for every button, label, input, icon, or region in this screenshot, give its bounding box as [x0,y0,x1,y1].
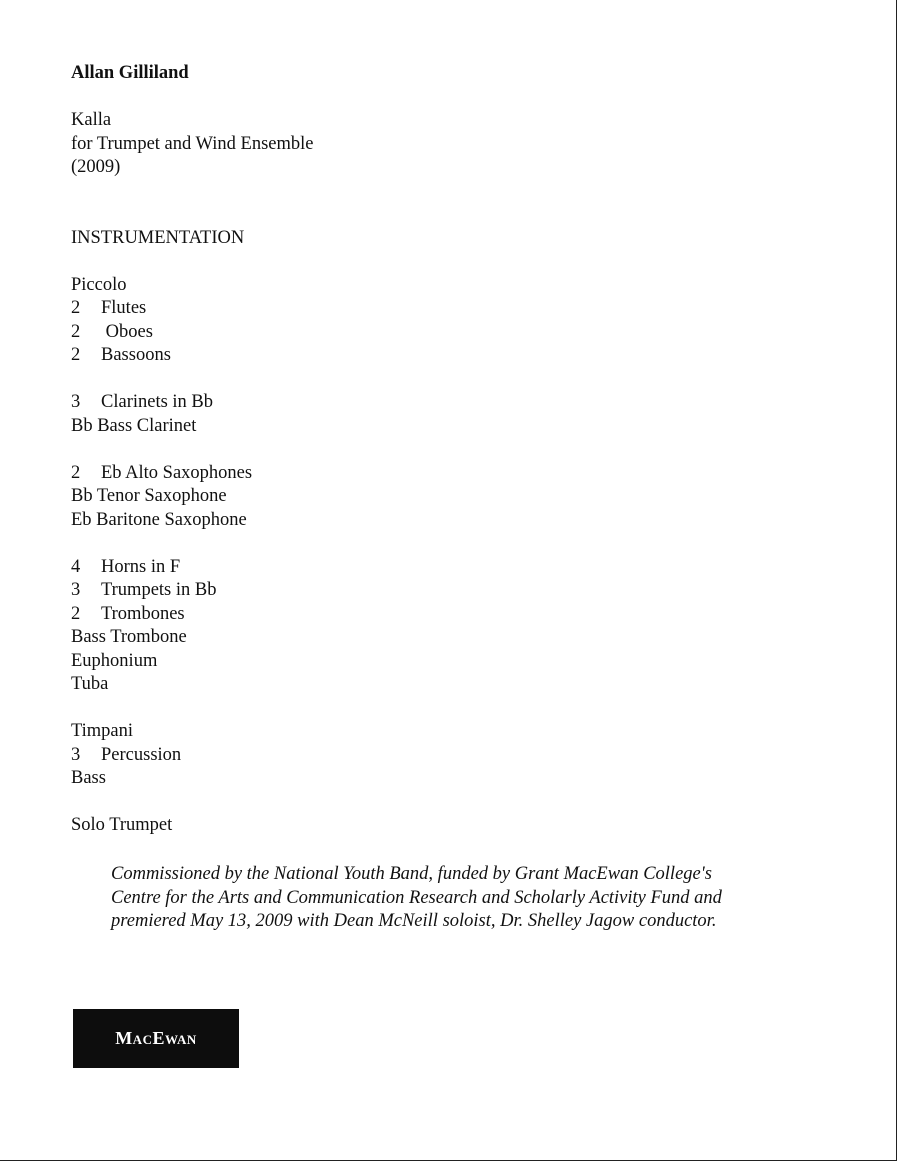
instrument-name: Piccolo [71,274,127,295]
composer-name: Allan Gilliland [71,63,189,83]
instrument-row [71,603,831,627]
instrument-row [71,814,831,838]
instrument-name: Bassoons [101,345,171,365]
instrument-row [71,626,831,650]
instrument-row [71,673,831,697]
instrument-group [71,814,831,838]
instrument-row [71,744,831,768]
instrument-name: Oboes [101,321,153,342]
instrument-name: Solo Trumpet [71,815,173,835]
instrument-group [71,462,831,533]
instrument-row [71,297,831,321]
instrument-row [71,720,831,744]
instrument-name: Clarinets in Bb [101,392,214,412]
instrument-row [71,274,831,298]
instrument-name: Euphonium [71,650,158,671]
instrument-name: Bass [71,768,106,788]
instrument-list [71,274,831,838]
instrument-name: Eb Baritone Saxophone [71,509,247,530]
work-subtitle: for Trumpet and Wind Ensemble [71,133,314,154]
instrument-row [71,579,831,603]
instrument-name: Trombones [101,603,185,624]
instrument-row [71,415,831,439]
instrument-count: 2 [71,345,81,365]
commission-note [111,863,831,934]
instrument-row [71,321,831,345]
instrument-count: 2 [71,321,81,342]
instrument-row [71,767,831,791]
commission-note-line: Commissioned by the National Youth Band, funded by Grant MacEwan College's [111,864,712,884]
instrument-count: 3 [71,392,81,412]
work-year: (2009) [71,157,121,177]
front-matter [71,62,831,838]
commission-note-line: Centre for the Arts and Communication Research and Scholarly Activity Fund and [111,887,722,908]
instrument-group [71,556,831,697]
instrument-group [71,391,831,438]
work-title: Kalla [71,110,112,130]
instrument-count: 2 [71,298,81,318]
instrument-name: Bb Tenor Saxophone [71,486,227,506]
instrument-row [71,462,831,486]
commission-note-line: premiered May 13, 2009 with Dean McNeill soloist, Dr. Shelley Jagow conductor. [111,911,717,931]
instrument-name: Flutes [101,298,147,318]
instrument-name: Tuba [71,674,109,694]
instrument-row [71,650,831,674]
instrument-row [71,485,831,509]
instrument-group [71,720,831,791]
instrument-count: 2 [71,462,81,483]
instrument-name: Horns in F [101,556,181,577]
instrument-count: 2 [71,603,81,624]
instrumentation-heading: INSTRUMENTATION [71,227,245,248]
instrument-name: Percussion [101,744,182,765]
instrument-row [71,391,831,415]
instrument-count: 3 [71,580,81,600]
instrument-name: Timpani [71,721,134,741]
instrument-row [71,509,831,533]
instrument-group [71,274,831,368]
instrument-name: Trumpets in Bb [101,580,217,600]
instrument-row [71,344,831,368]
instrument-count: 3 [71,744,81,765]
instrument-name: Eb Alto Saxophones [101,462,253,483]
instrument-name: Bass Trombone [71,627,187,647]
logo-text: MacEwan [115,1028,197,1048]
instrument-count: 4 [71,556,81,577]
instrument-name: Bb Bass Clarinet [71,415,197,436]
macewan-logo [73,1009,239,1068]
instrument-row [71,556,831,580]
